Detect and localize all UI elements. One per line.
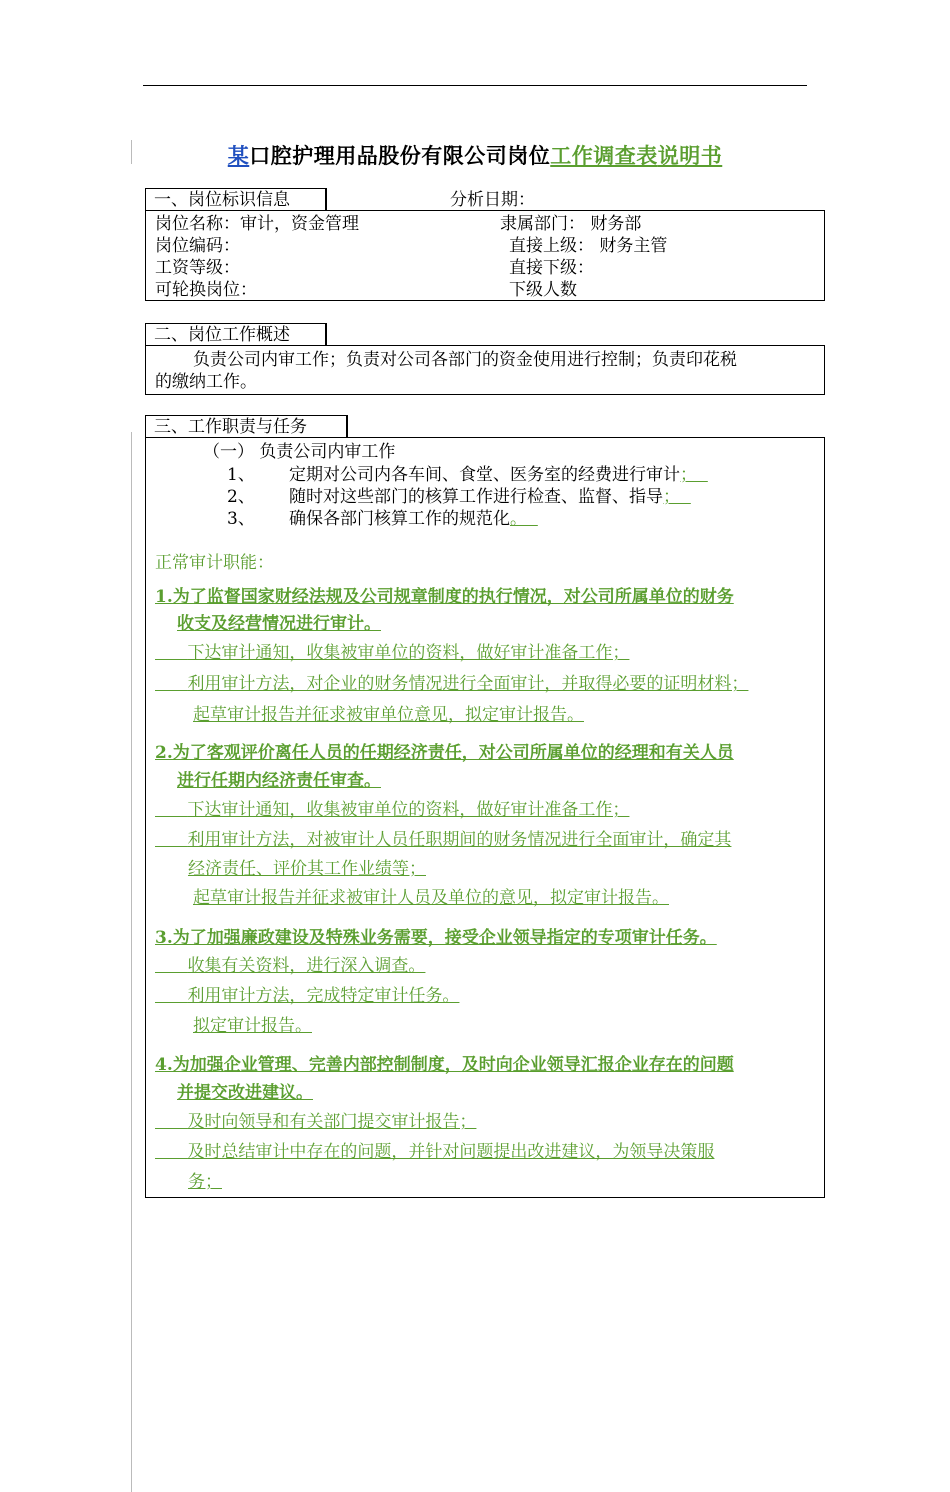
- group3-heading: 3.为了加强廉政建设及特殊业务需要，接受企业领导指定的专项审计任务。: [155, 928, 717, 948]
- overview-line1: 负责公司内审工作；负责对公司各部门的资金使用进行控制；负责印花税: [193, 350, 737, 370]
- item-text: 确保各部门核算工作的规范化。: [289, 509, 527, 529]
- overview-line2: 的缴纳工作。: [155, 372, 257, 392]
- group4-heading-cont: 并提交改进建议。: [177, 1083, 313, 1103]
- list-item: 及时总结审计中存在的问题，并针对问题提出改进建议，为领导决策服: [187, 1142, 715, 1162]
- group2-heading-cont: 进行任期内经济责任审查。: [177, 771, 381, 791]
- sub-heading: （一） 负责公司内审工作: [203, 442, 396, 462]
- item-text: 定期对公司内各车间、食堂、医务室的经费进行审计；: [289, 465, 697, 485]
- list-item: 利用审计方法，对企业的财务情况进行全面审计，并取得必要的证明材料；: [187, 674, 749, 694]
- section2-label: 二、岗位工作概述: [145, 323, 327, 346]
- list-item-cont: 经济责任、评价其工作业绩等；: [188, 859, 426, 879]
- salary-grade: 工资等级：: [155, 258, 240, 278]
- section1-label: 一、岗位标识信息: [145, 188, 327, 211]
- group1-heading-cont: 收支及经营情况进行审计。: [177, 614, 381, 634]
- direct-superior: 直接上级： 财务主管: [509, 236, 668, 256]
- rotatable-position: 可轮换岗位：: [155, 280, 257, 300]
- list-item: 收集有关资料，进行深入调查。: [187, 956, 426, 976]
- position-name: 岗位名称：审计，资金管理: [155, 214, 359, 234]
- department: 隶属部门： 财务部: [500, 214, 642, 234]
- list-item-cont: 务；: [188, 1172, 222, 1192]
- list-item: 利用审计方法，对被审计人员任职期间的财务情况进行全面审计，确定其: [187, 830, 732, 850]
- list-item: 下达审计通知，收集被审单位的资料，做好审计准备工作；: [187, 643, 630, 663]
- group2-heading: 2.为了客观评价离任人员的任期经济责任，对公司所属单位的经理和有关人员: [155, 743, 734, 763]
- page-title: 某口腔护理用品股份有限公司岗位工作调查表说明书: [227, 143, 723, 168]
- item-number: 1、: [227, 465, 255, 485]
- list-item: 起草审计报告并征求被审计人员及单位的意见，拟定审计报告。: [193, 888, 669, 908]
- section3-label: 三、工作职责与任务: [145, 415, 348, 438]
- group4-heading: 4.为加强企业管理、完善内部控制制度，及时向企业领导汇报企业存在的问题: [155, 1055, 734, 1075]
- header-rule: [143, 85, 807, 86]
- position-code: 岗位编码：: [155, 236, 240, 256]
- item-number: 3、: [227, 509, 255, 529]
- item-number: 2、: [227, 487, 255, 507]
- margin-mark: [131, 432, 132, 1492]
- analysis-date: 分析日期：: [450, 190, 535, 210]
- direct-subordinate: 直接下级：: [509, 258, 594, 278]
- group1-heading: 1.为了监督国家财经法规及公司规章制度的执行情况，对公司所属单位的财务: [155, 587, 734, 607]
- list-item: 及时向领导和有关部门提交审计报告；: [187, 1112, 477, 1132]
- item-text: 随时对这些部门的核算工作进行检查、监督、指导；: [289, 487, 680, 507]
- list-item: 拟定审计报告。: [193, 1016, 312, 1036]
- subordinate-count: 下级人数: [509, 280, 577, 300]
- list-item: 利用审计方法，完成特定审计任务。: [187, 986, 460, 1006]
- list-item: 起草审计报告并征求被审单位意见，拟定审计报告。: [193, 705, 584, 725]
- normal-audit-label: 正常审计职能：: [155, 553, 274, 573]
- list-item: 下达审计通知，收集被审单位的资料，做好审计准备工作；: [187, 800, 630, 820]
